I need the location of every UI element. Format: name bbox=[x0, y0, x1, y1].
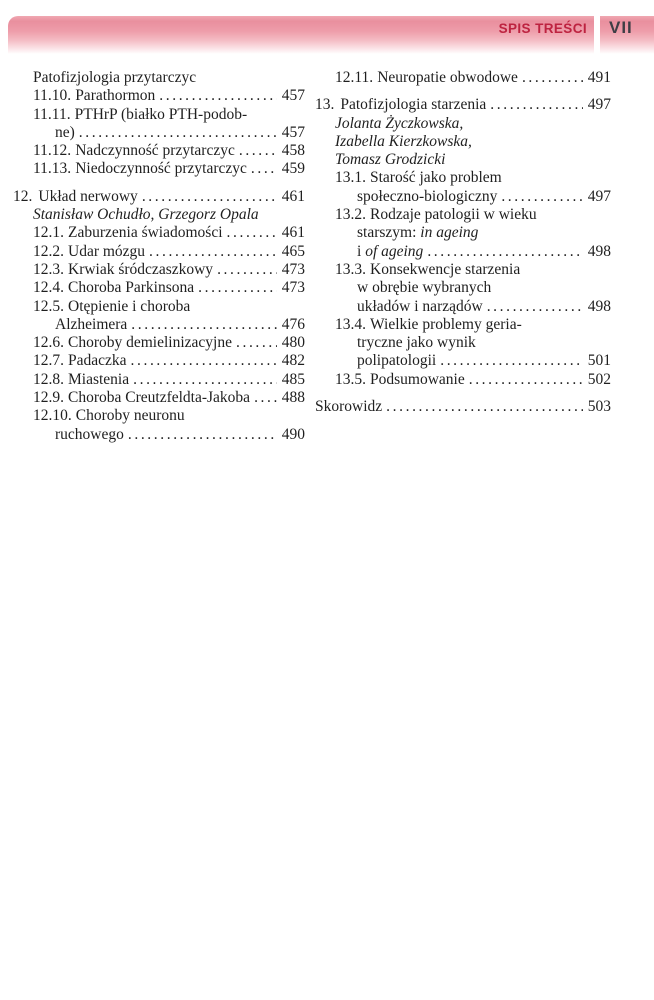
toc-line bbox=[335, 334, 611, 352]
toc-line bbox=[33, 206, 305, 224]
toc-page-number: 459 bbox=[281, 160, 305, 178]
toc-leader-dots bbox=[423, 243, 583, 261]
toc-entry-number: 11.13. bbox=[33, 160, 72, 178]
toc-entry-text: Wielkie problemy geria- bbox=[370, 315, 522, 333]
toc-entry-text: Niedoczynność przytarczyc bbox=[75, 160, 247, 178]
toc-page-number: 503 bbox=[587, 398, 611, 416]
toc-line bbox=[315, 96, 611, 114]
toc-line bbox=[33, 298, 305, 316]
toc-line bbox=[33, 352, 305, 370]
toc-entry-number: 12.5. bbox=[33, 297, 64, 315]
toc-page-number: 457 bbox=[281, 123, 305, 141]
toc-line bbox=[335, 298, 611, 316]
toc-entry-text: Konsekwencje starzenia bbox=[370, 260, 521, 278]
toc-line bbox=[33, 69, 305, 87]
toc-entry-text: układów i narządów bbox=[357, 297, 483, 315]
toc-page-number: 485 bbox=[281, 370, 305, 388]
toc-page-number: 458 bbox=[281, 142, 305, 160]
toc-entry-text: Choroby demielinizacyjne bbox=[68, 334, 232, 352]
toc-entry-text: Padaczka bbox=[68, 352, 127, 370]
toc-entry bbox=[315, 371, 611, 389]
toc-entry-number: 12.2. bbox=[33, 242, 64, 260]
toc-line bbox=[335, 316, 611, 334]
toc-line bbox=[33, 243, 305, 261]
toc-entry bbox=[315, 316, 611, 371]
toc-line bbox=[33, 106, 305, 124]
toc-entry bbox=[13, 389, 305, 407]
toc-page-number: 473 bbox=[281, 260, 305, 278]
toc-page-number: 497 bbox=[587, 187, 611, 205]
toc-entry-text: Krwiak śródczaszkowy bbox=[68, 260, 214, 278]
toc-leader-dots bbox=[75, 124, 277, 142]
toc-page-number: 457 bbox=[281, 87, 305, 105]
toc-entry bbox=[13, 279, 305, 297]
toc-entry-text: Udar mózgu bbox=[68, 242, 146, 260]
toc-entry-number: 12.4. bbox=[33, 279, 64, 297]
toc-leader-dots bbox=[129, 371, 277, 389]
toc-entry-text: społeczno-biologiczny bbox=[357, 187, 498, 205]
toc-entry-number: 12.11. bbox=[335, 69, 374, 86]
toc-line bbox=[335, 371, 611, 389]
toc-page-number: 497 bbox=[587, 96, 611, 114]
toc-entry-text: Choroby neuronu bbox=[75, 407, 185, 425]
toc-entry-text: Nadczynność przytarczyc bbox=[75, 142, 235, 160]
toc-line bbox=[33, 87, 305, 105]
toc-page-number: 498 bbox=[587, 297, 611, 315]
toc-entry-number: 11.10. bbox=[33, 87, 72, 105]
toc-entry bbox=[13, 106, 305, 143]
toc-entry bbox=[315, 169, 611, 206]
toc-entry bbox=[13, 334, 305, 352]
toc-line bbox=[335, 133, 611, 151]
toc-entry bbox=[13, 371, 305, 389]
toc-entry-text: PTHrP (białko PTH-podob- bbox=[74, 105, 248, 123]
toc-line bbox=[33, 426, 305, 444]
header-page-section bbox=[600, 16, 654, 54]
toc-leader-dots bbox=[247, 160, 277, 178]
toc-leader-dots bbox=[465, 371, 583, 389]
toc-line bbox=[33, 261, 305, 279]
toc-entry-number: 11.12. bbox=[33, 142, 72, 160]
toc-entry-number: 12.9. bbox=[33, 389, 64, 407]
toc-entry bbox=[13, 160, 305, 178]
toc-line bbox=[33, 279, 305, 297]
toc-column-right bbox=[315, 69, 611, 416]
toc-line bbox=[335, 352, 611, 370]
toc-leader-dots bbox=[194, 279, 277, 297]
toc-line bbox=[33, 316, 305, 334]
toc-entry-text: Układ nerwowy bbox=[38, 187, 138, 205]
toc-entry-text: i of ageing bbox=[357, 242, 424, 260]
toc-entry bbox=[13, 352, 305, 370]
toc-page-number: 498 bbox=[587, 242, 611, 260]
toc-line bbox=[335, 261, 611, 279]
toc-page-number: 488 bbox=[281, 389, 305, 407]
toc-entry bbox=[13, 69, 305, 87]
toc-entry-text: polipatologii bbox=[357, 352, 437, 370]
toc-entry bbox=[315, 398, 611, 416]
toc-entry-text: Otępienie i choroba bbox=[68, 297, 191, 315]
toc-line bbox=[335, 188, 611, 206]
toc-entry-text: Miastenia bbox=[68, 370, 130, 388]
toc-page-number: 461 bbox=[281, 224, 305, 242]
toc-line bbox=[335, 279, 611, 297]
toc-leader-dots bbox=[127, 316, 277, 334]
toc-entry bbox=[13, 298, 305, 335]
toc-column-left bbox=[13, 69, 305, 444]
toc-line bbox=[33, 142, 305, 160]
toc-entry-text: Izabella Kierzkowska, bbox=[335, 132, 472, 150]
toc-entry-text: Patofizjologia przytarczyc bbox=[33, 69, 197, 86]
toc-leader-dots bbox=[250, 389, 277, 407]
toc-entry-text: Patofizjologia starzenia bbox=[340, 96, 487, 114]
toc-entry-number: 13.1. bbox=[335, 169, 366, 187]
toc-entry bbox=[13, 261, 305, 279]
toc-entry-number: 13. bbox=[315, 96, 335, 114]
toc-entry-text: Tomasz Grodzicki bbox=[335, 151, 446, 169]
toc-entry-text: tryczne jako wynik bbox=[357, 334, 476, 352]
toc-line bbox=[33, 407, 305, 425]
page-number: VII bbox=[609, 18, 633, 37]
toc-leader-dots bbox=[127, 352, 277, 370]
toc-entry bbox=[315, 206, 611, 261]
toc-entry bbox=[315, 261, 611, 316]
toc-entry-number: 12.6. bbox=[33, 334, 64, 352]
toc-line bbox=[33, 124, 305, 142]
toc-page-number: 490 bbox=[281, 425, 305, 443]
toc-entry bbox=[315, 115, 611, 170]
toc-entry-text: Rodzaje patologii w wieku bbox=[370, 206, 537, 224]
toc-entry-text: Neuropatie obwodowe bbox=[377, 69, 518, 86]
toc-line bbox=[335, 243, 611, 261]
toc-entry-text: starszym: in ageing bbox=[357, 224, 479, 242]
toc-entry-text: ne) bbox=[55, 123, 75, 141]
toc-leader-dots bbox=[483, 298, 583, 316]
toc-entry bbox=[315, 69, 611, 87]
toc-entry-text: Alzheimera bbox=[55, 315, 128, 333]
toc-leader-dots bbox=[223, 224, 277, 242]
toc-line bbox=[335, 115, 611, 133]
page-title: SPIS TREŚCI bbox=[498, 21, 587, 36]
toc-leader-dots bbox=[155, 87, 277, 105]
toc-leader-dots bbox=[232, 334, 277, 352]
toc-entry bbox=[13, 243, 305, 261]
toc-entry-number: 12. bbox=[13, 187, 33, 205]
toc-leader-dots bbox=[486, 96, 583, 114]
toc-entry-text: Zaburzenia świadomości bbox=[68, 224, 223, 242]
toc-entry-text: Choroba Creutzfeldta-Jakoba bbox=[68, 389, 251, 407]
toc-line bbox=[315, 398, 611, 416]
toc-entry bbox=[13, 188, 305, 206]
toc-page-number: 502 bbox=[587, 370, 611, 388]
toc-line bbox=[33, 371, 305, 389]
toc-entry bbox=[13, 206, 305, 224]
toc-entry-text: Stanisław Ochudło, Grzegorz Opala bbox=[33, 206, 259, 224]
toc-page-number: 461 bbox=[281, 187, 305, 205]
toc-entry-number: 12.7. bbox=[33, 352, 64, 370]
toc-entry-number: 12.8. bbox=[33, 370, 64, 388]
toc-line bbox=[335, 206, 611, 224]
toc-entry-number: 12.10. bbox=[33, 407, 72, 425]
toc-line bbox=[335, 151, 611, 169]
toc-entry-number: 13.2. bbox=[335, 206, 366, 224]
toc-entry bbox=[13, 87, 305, 105]
toc-leader-dots bbox=[145, 243, 277, 261]
toc-entry bbox=[315, 96, 611, 114]
toc-entry-text: Podsumowanie bbox=[370, 370, 465, 388]
toc-line bbox=[33, 224, 305, 242]
toc-line bbox=[335, 69, 611, 87]
toc-page-number: 480 bbox=[281, 334, 305, 352]
toc-line bbox=[335, 224, 611, 242]
page-header bbox=[8, 16, 654, 54]
toc-leader-dots bbox=[382, 398, 583, 416]
toc-entry-number: 12.3. bbox=[33, 260, 64, 278]
toc-entry-text: ruchowego bbox=[55, 425, 124, 443]
toc-entry-number: 12.1. bbox=[33, 224, 64, 242]
toc-line bbox=[33, 160, 305, 178]
toc-entry-text: Jolanta Życzkowska, bbox=[335, 114, 464, 132]
toc-entry bbox=[13, 142, 305, 160]
toc-line bbox=[33, 334, 305, 352]
toc-entry-text: Parathormon bbox=[75, 87, 156, 105]
toc-line bbox=[33, 389, 305, 407]
toc-entry-number: 13.5. bbox=[335, 370, 366, 388]
toc-page-number: 491 bbox=[587, 69, 611, 86]
toc-page-number: 465 bbox=[281, 242, 305, 260]
toc-line bbox=[335, 169, 611, 187]
toc-leader-dots bbox=[138, 188, 277, 206]
toc-entry-text: w obrębie wybranych bbox=[357, 279, 492, 297]
toc-page-number: 476 bbox=[281, 315, 305, 333]
header-bar bbox=[8, 16, 594, 54]
toc-entry-text: Choroba Parkinsona bbox=[68, 279, 195, 297]
toc-leader-dots bbox=[213, 261, 277, 279]
toc-entry bbox=[13, 224, 305, 242]
toc-page-number: 501 bbox=[587, 352, 611, 370]
toc-leader-dots bbox=[124, 426, 277, 444]
toc-entry-number: 13.4. bbox=[335, 315, 366, 333]
toc-entry-text: Starość jako problem bbox=[370, 169, 502, 187]
toc-leader-dots bbox=[497, 188, 583, 206]
toc-leader-dots bbox=[436, 352, 583, 370]
toc-leader-dots bbox=[235, 142, 277, 160]
toc-line bbox=[13, 188, 305, 206]
toc-entry bbox=[13, 407, 305, 444]
toc-page-number: 473 bbox=[281, 279, 305, 297]
toc-entry-text: Skorowidz bbox=[315, 398, 383, 416]
toc-page-number: 482 bbox=[281, 352, 305, 370]
toc-entry-number: 13.3. bbox=[335, 260, 366, 278]
toc-leader-dots bbox=[518, 69, 583, 87]
toc-entry-number: 11.11. bbox=[33, 105, 71, 123]
